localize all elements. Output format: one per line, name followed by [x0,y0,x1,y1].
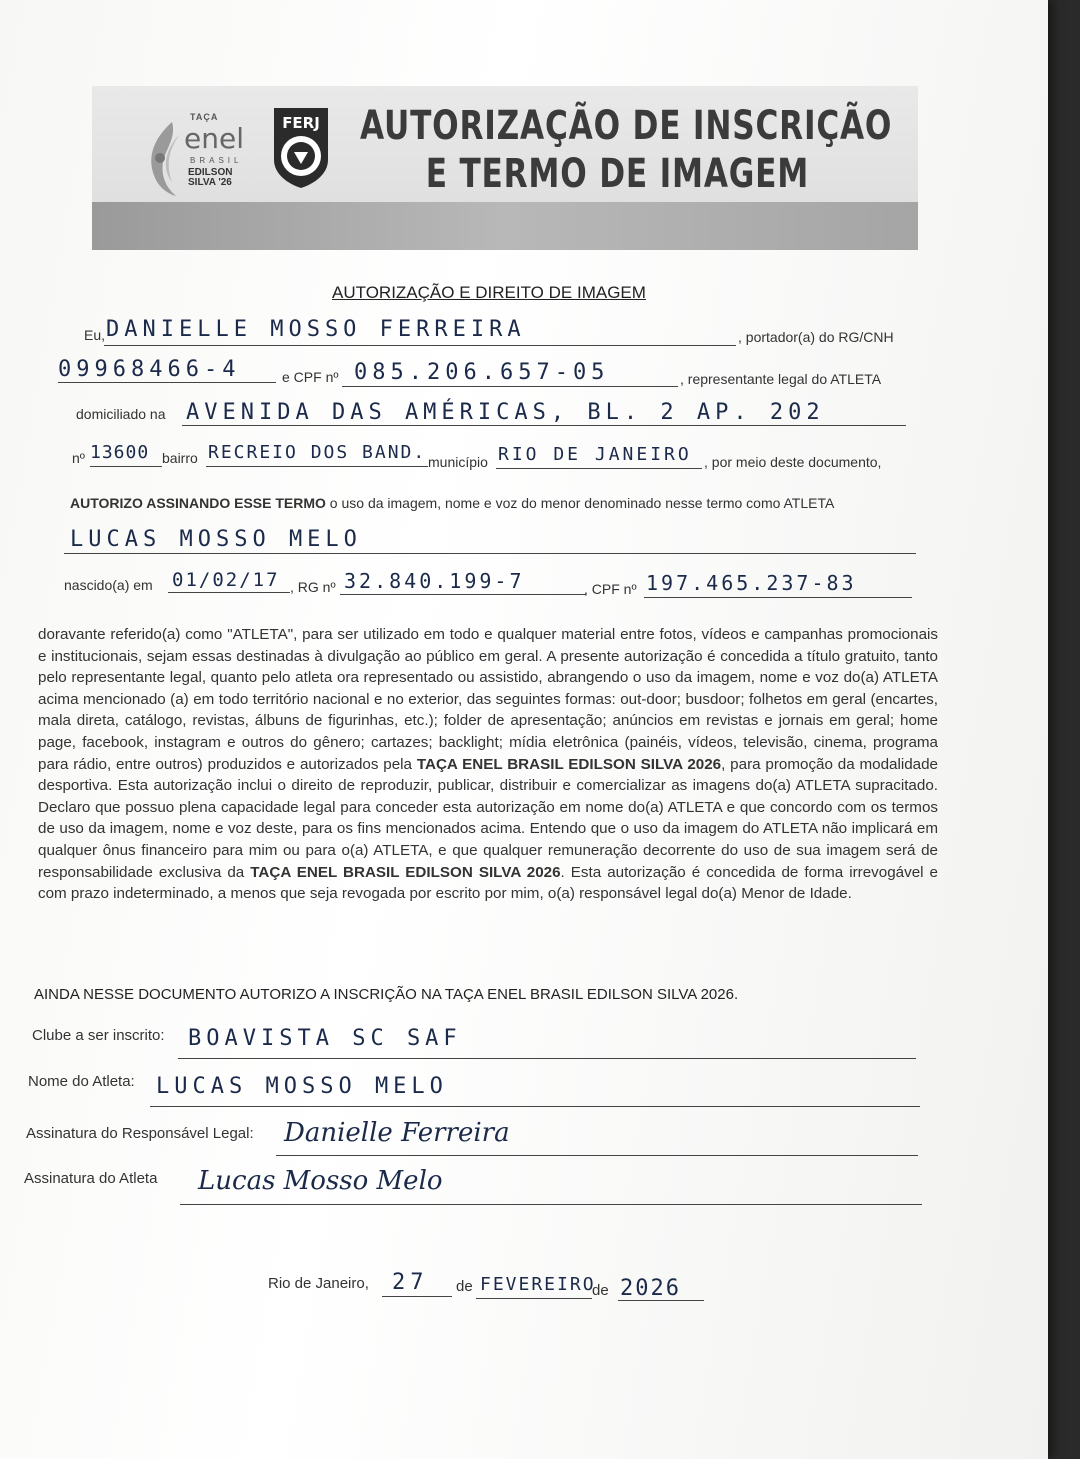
logo-enel-text: enel [184,122,244,155]
endereco-line [182,425,906,426]
rg-atleta-label: , RG nº [290,579,336,595]
rg-line [58,382,276,383]
nascido-line [168,592,290,593]
taca-enel-logo [142,106,262,201]
autorizo-line [70,495,834,511]
cpf-atleta-line [644,597,912,598]
eu-line [104,345,736,346]
title-line-1: AUTORIZAÇÃO DE INSCRIÇÃO [360,103,893,149]
bairro-label: bairro [162,450,198,466]
clube-label: Clube a ser inscrito: [32,1027,165,1044]
municipio-label: município [428,454,488,470]
nascido-label: nascido(a) em [64,577,153,593]
nome-atleta-field: LUCAS MOSSO MELO [156,1074,448,1099]
title-line-2: E TERMO DE IMAGEM [425,151,810,197]
numero-label: nº [72,450,85,466]
cpf-atleta-field: 197.465.237-83 [646,571,857,595]
date-city: Rio de Janeiro, [268,1275,369,1292]
bairro-field: RECREIO DOS BAND. [208,442,427,463]
nome-atleta-label: Nome do Atleta: [28,1073,135,1090]
section-title: AUTORIZAÇÃO E DIREITO DE IMAGEM [332,283,646,302]
endereco-field: AVENIDA DAS AMÉRICAS, BL. 2 AP. 202 [186,400,825,425]
cpf-label: e CPF nº [282,369,339,385]
eu-label: Eu, [84,327,106,343]
logo-brasil-text: BRASIL [190,156,243,165]
date-de-2: de [592,1282,609,1299]
municipio-field: RIO DE JANEIRO [498,444,692,465]
autorizo-bold: AUTORIZO ASSINANDO ESSE TERMO [70,495,326,511]
flame-icon [142,120,186,198]
nascido-field: 01/02/17 [172,569,280,591]
representante-label: , representante legal do ATLETA [680,371,882,387]
atleta-sig-label: Assinatura do Atleta [24,1170,158,1187]
responsavel-name-field: DANIELLE MOSSO FERREIRA [106,317,526,342]
domiciliado-label: domiciliado na [76,406,166,422]
terms-paragraph: doravante referido(a) como "ATLETA", para ser utilizado em todo e qualquer material entre fotos, vídeos e campanhas promocionais e institucionais, sejam essas destinadas à divulgação ao público em geral. A presente autorização é concedida a título gratuito, tanto pelo representante legal, quanto pelo atleta ora representado ou assistido, abrangendo o uso da imagem, nome e voz do(a) ATLETA acima mencionado (a) em todo território nacional e no exterior, das seguintes formas: out-door; busdoor; folhetos em geral (encartes, mala direta, catálogo, revistas, álbuns de figurinhas, etc.); folder de apresentação; anúncios em revistas e jornais em geral; home page, facebook, instagram e outros do gênero; cartazes; backlight; mídia eletrônica (painéis, vídeos, televisão, cinema, programa para rádio, entre outros) produzidos e autorizados pela TAÇA ENEL BRASIL EDILSON SILVA 2026, para promoção da modalidade desportiva. Esta autorização inclui o direito de reproduzir, publicar, distribuir e comercializar as imagens do(a) ATLETA supracitado. Declaro que possuo plena capacidade legal para conceder esta autorização em nome do(a) ATLETA e que concordo com os termos de uso da imagem, nome e voz deste, para os fins mencionados acima. Entendo que o uso da imagem do ATLETA não implicará em qualquer ônus financeiro para mim ou para o(a) ATLETA, e que qualquer remuneração decorrente do uso de sua imagem será de responsabilidade exclusiva da TAÇA ENEL BRASIL EDILSON SILVA 2026. Esta autorização é concedida de forma irrevogável e com prazo indeterminado, a menos que seja revogada por escrito por mim, o(a) responsável legal do(a) Menor de Idade. [38,626,939,903]
atleta-name-field: LUCAS MOSSO MELO [70,527,362,552]
portador-label: , portador(a) do RG/CNH [738,329,894,345]
ferj-shield-icon [270,104,332,190]
responsavel-sig-label: Assinatura do Responsável Legal: [26,1125,254,1142]
rg-atleta-line [340,594,586,595]
ferj-logo [270,104,332,190]
atleta-sig-line [180,1204,922,1205]
numero-line [90,466,162,467]
clube-field: BOAVISTA SC SAF [188,1026,462,1051]
cpf-atleta-label: , CPF nº [584,581,637,597]
rg-atleta-field: 32.840.199-7 [344,569,525,593]
day-line [382,1296,452,1297]
nome-atleta-line [150,1106,920,1107]
atleta-signature: Lucas Mosso Melo [198,1166,443,1196]
cpf-field: 085.206.657-05 [354,360,610,385]
responsavel-sig-line [276,1155,918,1156]
bairro-line [206,466,428,467]
rg-field: 09968466-4 [58,357,241,382]
month-line [476,1298,592,1299]
svg-text:FERJ: FERJ [282,114,320,132]
clube-line [178,1058,916,1059]
year-field: 2026 [620,1276,681,1301]
numero-field: 13600 [90,442,150,463]
month-field: FEVEREIRO [480,1274,596,1295]
document-header [92,86,918,250]
municipio-line [496,468,702,469]
cpf-line [342,386,678,387]
document-title [360,102,893,198]
logo-taca-text: TAÇA [190,112,219,122]
atleta-line [64,553,916,554]
responsavel-signature: Danielle Ferreira [284,1118,510,1148]
header-band [92,202,918,250]
autorizo-rest: o uso da imagem, nome e voz do menor denominado nesse termo como ATLETA [325,495,835,511]
inscricao-title: AINDA NESSE DOCUMENTO AUTORIZO A INSCRIÇÃO NA TAÇA ENEL BRASIL EDILSON SILVA 2026. [34,986,739,1003]
por-meio-label: , por meio deste documento, [704,454,882,470]
day-field: 27 [392,1270,429,1295]
date-de-1: de [456,1278,473,1295]
logo-edilson-text: EDILSON SILVA '26 [188,167,233,188]
